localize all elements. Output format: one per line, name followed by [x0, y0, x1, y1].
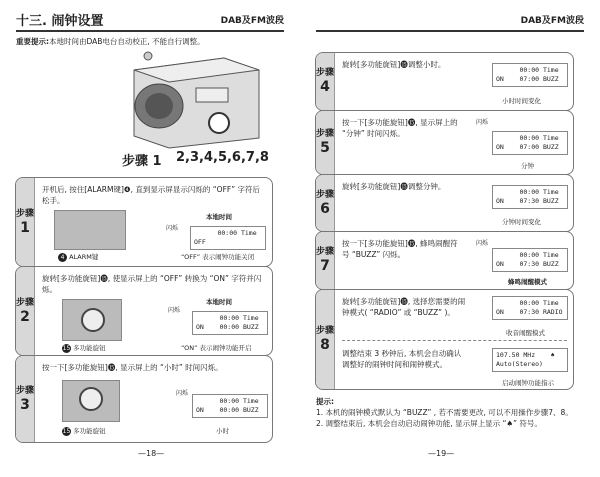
- step-5-card: [315, 110, 574, 175]
- lcd-display: 00:00 Time ON 07:30 BUZZ: [492, 248, 568, 272]
- photo-caption: 15 多功能旋钮: [62, 427, 106, 435]
- step-4-card: [315, 52, 574, 111]
- band-label: DAB及FM波段: [220, 16, 284, 26]
- flash-burst-icon: 闪烁: [168, 307, 181, 314]
- page-header: [316, 10, 584, 32]
- step-3-card: [15, 355, 273, 443]
- step-tab: 步骤 5: [316, 111, 335, 174]
- step-instruction-2: 调整结束 3 秒钟后, 本机会自动确认调整好的闹钟时间和闹钟模式。: [342, 349, 462, 369]
- badge-icon: 15: [62, 344, 71, 352]
- page-number: —19—: [428, 449, 455, 458]
- notice-text: 本地时间由DAB电台自动校正, 不能自行调整。: [49, 37, 205, 46]
- step-instruction: 按一下[多功能旋钮]⓯, 显示屏上的 “分钟” 时间闪烁。: [342, 118, 458, 138]
- step-instruction: 旋转[多功能旋钮]⓯, 选择您需要的闹钟模式( “RADIO” 或 “BUZZ” )。: [342, 297, 466, 317]
- lcd-caption: 小时: [216, 427, 229, 435]
- lcd-display: 00:00 Time ON 00:00 BUZZ: [192, 311, 268, 335]
- step-2-card: [15, 266, 273, 356]
- lcd-caption-2: 启动闹钟功能指示: [502, 379, 554, 387]
- alarm-button-photo: [54, 210, 126, 250]
- flash-burst-icon: 闪烁: [476, 240, 489, 247]
- step-tab: 步骤 4: [316, 53, 335, 110]
- step-instruction: 开机后, 按住[ALARM键]❹, 直到显示屏显示闪烁的 “OFF” 字符后松手。: [42, 185, 260, 205]
- step-tab: 步骤 8: [316, 290, 335, 389]
- illustration-step1-label: 步骤 1: [122, 154, 162, 169]
- lcd-display: 00:00 Time ON 07:30 BUZZ: [492, 185, 568, 209]
- step-instruction: 旋转[多功能旋钮]⓯调整分钟。: [342, 182, 446, 191]
- badge-icon: 4: [58, 253, 67, 262]
- tip-item: 1. 本机的闹钟模式默认为 “BUZZ” , 若不需要更改, 可以不用操作步骤7、8。: [316, 408, 573, 417]
- lcd-display: 00:00 Time ON 07:00 BUZZ: [492, 131, 568, 155]
- band-label: DAB及FM波段: [520, 16, 584, 26]
- step-8-card: [315, 289, 574, 390]
- notice-label: 重要提示:: [16, 37, 49, 46]
- lcd-caption: “ON” 表示闹钟功能开启: [181, 344, 252, 352]
- step-tab: 步骤 3: [16, 356, 35, 442]
- photo-caption: 4 ALARM键: [58, 252, 98, 262]
- photo-caption: 15 多功能旋钮: [62, 344, 106, 352]
- step-instruction: 按一下[多功能旋钮]⓯, 显示屏上的 “小时” 时间闪烁。: [42, 363, 223, 372]
- divider: [342, 340, 567, 341]
- flash-burst-icon: 闪烁: [476, 119, 489, 126]
- page-header: [16, 10, 284, 32]
- section-title: 十三. 闹钟设置: [16, 14, 104, 29]
- lcd-display: 00:00 Time OFF: [190, 226, 266, 250]
- lcd-caption: 分钟时间变化: [502, 218, 541, 226]
- knob-photo: [62, 299, 122, 341]
- flash-burst-icon: 闪烁: [166, 225, 179, 232]
- lcd-caption: 小时时间变化: [502, 97, 541, 105]
- step-1-card: [15, 177, 273, 267]
- step-instruction: 按一下[多功能旋钮]⓯, 蜂鸣闹醒符号 “BUZZ” 闪烁。: [342, 239, 458, 259]
- lcd-caption: 分钟: [521, 162, 534, 170]
- step-7-card: [315, 231, 574, 290]
- step-instruction: 旋转[多功能旋钮]⓯, 使显示屏上的 “OFF” 转换为 “ON” 字符并闪烁。: [42, 274, 262, 294]
- lcd-caption: 收音闹醒模式: [506, 329, 545, 337]
- lcd-display-2: 107.50 MHz ♠ Auto(Stereo): [492, 348, 568, 372]
- step-instruction: 旋转[多功能旋钮]⓯调整小时。: [342, 60, 446, 69]
- knob-press-photo: [62, 380, 120, 422]
- tip-item: 2. 调整结束后, 本机会自动启动闹钟功能, 显示屏上显示 “♠” 符号。: [316, 419, 542, 428]
- tips-title: 提示:: [316, 397, 334, 406]
- lcd-caption: 蜂鸣闹醒模式: [508, 278, 547, 286]
- step-tab: 步骤 2: [16, 267, 35, 355]
- step-tab: 步骤 6: [316, 175, 335, 231]
- step-tab: 步骤 1: [16, 178, 35, 266]
- lcd-display: 00:00 Time ON 07:30 RADIO: [492, 296, 568, 320]
- lcd-display: 00:00 Time ON 00:00 BUZZ: [192, 394, 268, 418]
- step-tab: 步骤 7: [316, 232, 335, 289]
- local-time-label: 本地时间: [206, 213, 232, 221]
- local-time-label: 本地时间: [206, 298, 232, 306]
- flash-burst-icon: 闪烁: [176, 390, 189, 397]
- step-6-card: [315, 174, 574, 232]
- radio-illustration: [124, 48, 264, 160]
- page-19: [300, 0, 600, 477]
- knob-icon: [79, 387, 103, 411]
- tips: [316, 396, 591, 429]
- illustration-steps-label: 2,3,4,5,6,7,8: [176, 150, 269, 165]
- knob-icon: [81, 308, 105, 332]
- lcd-display: 00:00 Time ON 07:00 BUZZ: [492, 63, 568, 87]
- page-number: —18—: [138, 449, 165, 458]
- badge-icon: 15: [62, 427, 71, 435]
- important-notice: [16, 36, 205, 47]
- lcd-caption: “OFF” 表示闹钟功能关闭: [181, 253, 255, 261]
